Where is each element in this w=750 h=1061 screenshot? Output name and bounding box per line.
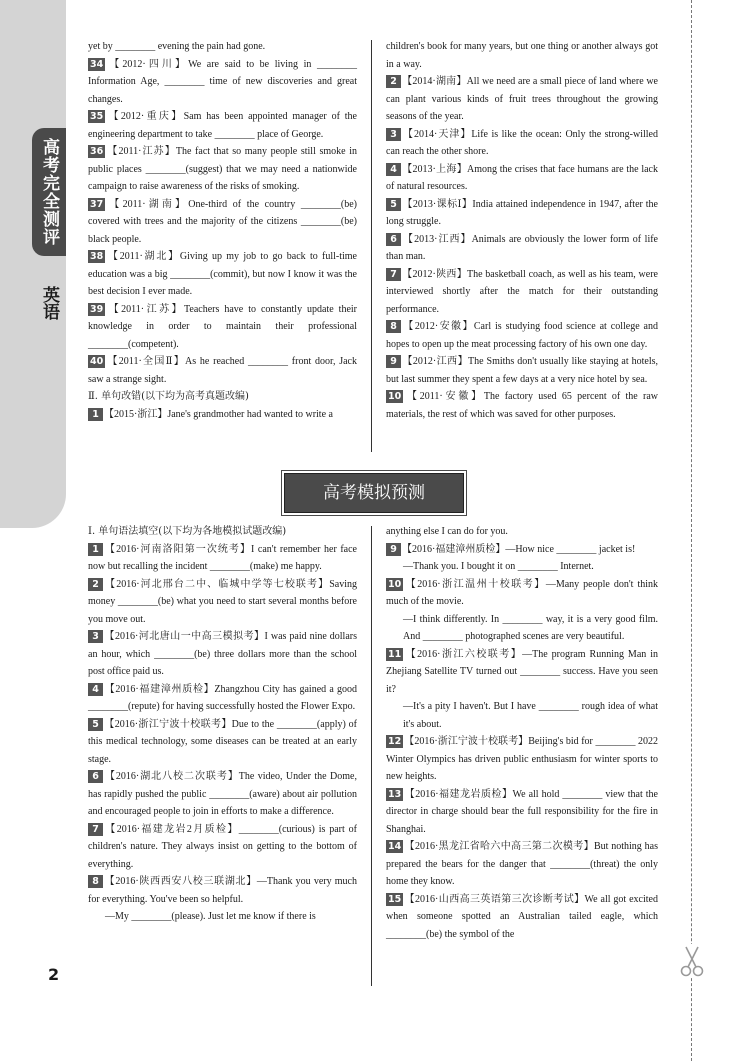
question-text: 【2016·河北邢台二中、临城中学等七校联考】Saving money ________(be) what you need to start several months before you move out. (88, 578, 357, 625)
question-number: 2 (88, 578, 103, 591)
question-text: 【2013·课标Ⅰ】India attained independence in 1947, after the long struggle. (386, 198, 658, 227)
question-item (386, 318, 658, 353)
question-item (88, 681, 357, 716)
question-item (88, 143, 357, 196)
question-text: 【2016·河南洛阳第一次统考】I can't remember her face now but recalling the incident ________(make) me happy. (88, 543, 357, 572)
question-item (386, 196, 658, 231)
column-divider-bottom (371, 526, 372, 986)
question-text: 【2016·浙江宁波十校联考】Due to the ________(apply) of this medical technology, some diseases can be treated at an early stage. (88, 718, 357, 765)
question-item (88, 388, 357, 406)
question-text: 【2011·安徽】The factory used 65 percent of the raw materials, the rest of which was saved for other purposes. (386, 391, 658, 420)
question-item (386, 611, 658, 646)
question-text: 【2016·福建漳州质检】Zhangzhou City has gained a good ________(repute) for having successfully hosted the Flower Expo. (88, 683, 357, 712)
question-text: 【2016·黑龙江省哈六中高三第二次模考】But nothing has prepared the bears for the danger that ________(threat) the only home they know. (386, 841, 658, 887)
question-number: 39 (90, 303, 104, 315)
question-item (386, 73, 658, 126)
question-number: 1 (88, 543, 103, 556)
question-text: 【2011·湖北】Giving up my job to go back to full-time education was a big ________(commit), but now I know it was the best decision I ever made. (88, 251, 357, 297)
question-text: —Thank you. I bought it on ________ Internet. (403, 561, 594, 572)
question-item (88, 576, 357, 629)
question-text: 【2016·湖北八校二次联考】The video, Under the Dome, has rapidly pushed the public ________(aware) about air pollution and encouraged people to join in efforts to make a difference. (88, 771, 357, 817)
question-number: 15 (388, 893, 402, 905)
question-number: 3 (386, 128, 401, 141)
section-heading: Ⅱ. 单句改错(以下均为高考真题改编) (88, 391, 249, 402)
question-number: 9 (386, 355, 401, 368)
question-text: —My ________(please). Just let me know if there is (105, 911, 316, 922)
question-text: 【2016·陕西西安八校三联湖北】—Thank you very much for everything. You've been so helpful. (88, 876, 357, 905)
question-number: 7 (386, 268, 401, 281)
question-text: 【2016·浙江宁波十校联考】Beijing's bid for ________ 2022 Winter Olympics has driven public enthusiasm for winter sports to new heights. (386, 736, 658, 782)
subject-label: 英语 (39, 286, 59, 320)
question-item (88, 56, 357, 109)
bottom-right-column (386, 523, 658, 943)
question-text: —I think differently. In ________ way, it is a very good film. And ________ photographed scenes are very beautiful. (403, 613, 658, 642)
question-number: 12 (388, 736, 402, 747)
question-item (88, 541, 357, 576)
question-item (88, 716, 357, 769)
question-number: 10 (388, 391, 402, 402)
question-text: 【2011·全国Ⅱ】As he reached ________ front door, Jack saw a strange sight. (88, 356, 357, 385)
question-text: 【2016·河北唐山一中高三模拟考】I was paid nine dollars an hour, which ________(be) three dollars more than the school post office paid us. (88, 631, 357, 677)
question-number: 8 (88, 875, 103, 888)
question-text: 【2011·江苏】The fact that so many people still smoke in public places ________(suggest) that we may need a nationwide campaign to raise awareness of the risks of smoking. (88, 146, 357, 192)
question-text: anything else I can do for you. (386, 526, 508, 537)
question-number: 4 (88, 683, 103, 696)
question-text: 【2012·江西】The Smiths don't usually like staying at hotels, but last summer they spent a few days at a very nice hotel by sea. (386, 356, 658, 385)
question-item (88, 768, 357, 821)
question-text: 【2012·陕西】The basketball coach, as well as his team, were interviewed shortly after the match for their outstanding performance. (386, 268, 658, 315)
question-item (386, 891, 658, 944)
question-text: —It's a pity I haven't. But I have ________ rough idea of what it's about. (403, 701, 658, 730)
question-number: 34 (90, 58, 104, 70)
question-item (386, 786, 658, 839)
question-number: 38 (90, 251, 104, 262)
question-item (386, 231, 658, 266)
question-text: 【2016·浙江温州十校联考】—Many people don't think much of the movie. (386, 578, 658, 607)
section-heading: Ⅰ. 单句语法填空(以下均为各地模拟试题改编) (88, 526, 287, 537)
question-item (88, 908, 357, 926)
question-item (386, 698, 658, 733)
question-item (386, 838, 658, 891)
column-divider-top (371, 40, 372, 452)
question-text: 【2016·福建漳州质检】—How nice ________ jacket is! (402, 543, 636, 555)
cut-line (691, 0, 692, 1061)
top-left-column (88, 38, 357, 423)
question-item (386, 161, 658, 196)
question-number: 10 (388, 578, 402, 590)
question-number: 1 (88, 408, 103, 421)
question-item (386, 733, 658, 786)
bottom-left-column (88, 523, 357, 926)
question-number: 8 (386, 320, 401, 333)
question-number: 7 (88, 823, 103, 836)
section-banner: 高考模拟预测 (284, 473, 464, 513)
question-item (386, 576, 658, 611)
question-text: 【2012·重庆】Sam has been appointed manager of the engineering department to take ________ place of George. (88, 111, 357, 140)
question-item (88, 406, 357, 424)
question-text: 【2015·浙江】Jane's grandmother had wanted to write a (104, 408, 333, 420)
question-item (88, 38, 357, 56)
question-item (88, 523, 357, 541)
page-number: 2 (48, 965, 60, 984)
question-text: 【2012·四川】We are said to be living in ________ Information Age, ________ time of new discoveries and great changes. (88, 58, 357, 105)
question-number: 9 (386, 543, 401, 556)
question-number: 40 (90, 356, 104, 367)
question-text: 【2016·山西高三英语第三次诊断考试】We all got excited when someone spotted an Australian tailed eagle, which ________(be) the symbol of the (386, 893, 658, 940)
question-item (386, 353, 658, 388)
question-number: 6 (88, 770, 103, 783)
question-number: 11 (388, 648, 402, 660)
question-number: 37 (90, 198, 104, 210)
question-number: 13 (388, 788, 402, 800)
question-item (88, 108, 357, 143)
question-item (386, 523, 658, 541)
question-number: 14 (388, 841, 402, 852)
question-number: 3 (88, 630, 103, 643)
question-number: 6 (386, 233, 401, 246)
question-item (386, 558, 658, 576)
question-item (88, 301, 357, 354)
question-text: 【2016·浙江六校联考】—The program Running Man in Zhejiang Satellite TV turned out ________ success. Have you seen it? (386, 648, 658, 695)
question-item (386, 388, 658, 423)
question-text: 【2011·江苏】Teachers have to constantly update their knowledge in order to maintain their professional ________(competent). (88, 303, 357, 350)
question-number: 5 (88, 718, 103, 731)
question-item (386, 646, 658, 699)
question-item (386, 126, 658, 161)
scissors-icon (678, 944, 706, 978)
question-number: 35 (90, 111, 104, 122)
question-text: yet by ________ evening the pain had gone. (88, 41, 266, 52)
question-text: 【2016·福建龙岩质检】We all hold ________ view that the director in charge should bear the full responsibility for the fire in Shanghai. (386, 788, 658, 835)
question-item (88, 821, 357, 874)
question-item (88, 196, 357, 249)
question-item (88, 873, 357, 908)
question-text: 【2014·天津】Life is like the ocean: Only the strong-willed can reach the other shore. (386, 128, 658, 157)
side-tab (0, 0, 66, 528)
question-item (88, 628, 357, 681)
top-right-column (386, 38, 658, 423)
series-title: 高考完全测评 (32, 128, 66, 256)
question-item (386, 38, 658, 73)
question-text: 【2011·湖南】One-third of the country ________(be) covered with trees and the majority of the citizens ________(be) black people. (88, 198, 357, 245)
question-text: 【2013·江西】Animals are obviously the lower form of life than man. (386, 233, 658, 262)
question-text: children's book for many years, but one thing or another always got in a way. (386, 41, 658, 70)
question-number: 4 (386, 163, 401, 176)
question-item (386, 541, 658, 559)
question-text: 【2016·福建龙岩2月质检】________(curious) is part of children's nature. They always insist on getting to the bottom of everything. (88, 823, 357, 870)
question-number: 5 (386, 198, 401, 211)
question-number: 36 (90, 146, 104, 157)
question-item (386, 266, 658, 319)
question-item (88, 353, 357, 388)
question-item (88, 248, 357, 301)
question-text: 【2014·湖南】All we need are a small piece of land where we can plant various kinds of fruit trees throughout the growing seasons of the year. (386, 76, 658, 122)
question-text: 【2012·安徽】Carl is studying food science at college and hopes to open up the meat processing factory of his own one day. (386, 321, 658, 350)
question-number: 2 (386, 75, 401, 88)
question-text: 【2013·上海】Among the crises that face humans are the lack of natural resources. (386, 163, 658, 192)
